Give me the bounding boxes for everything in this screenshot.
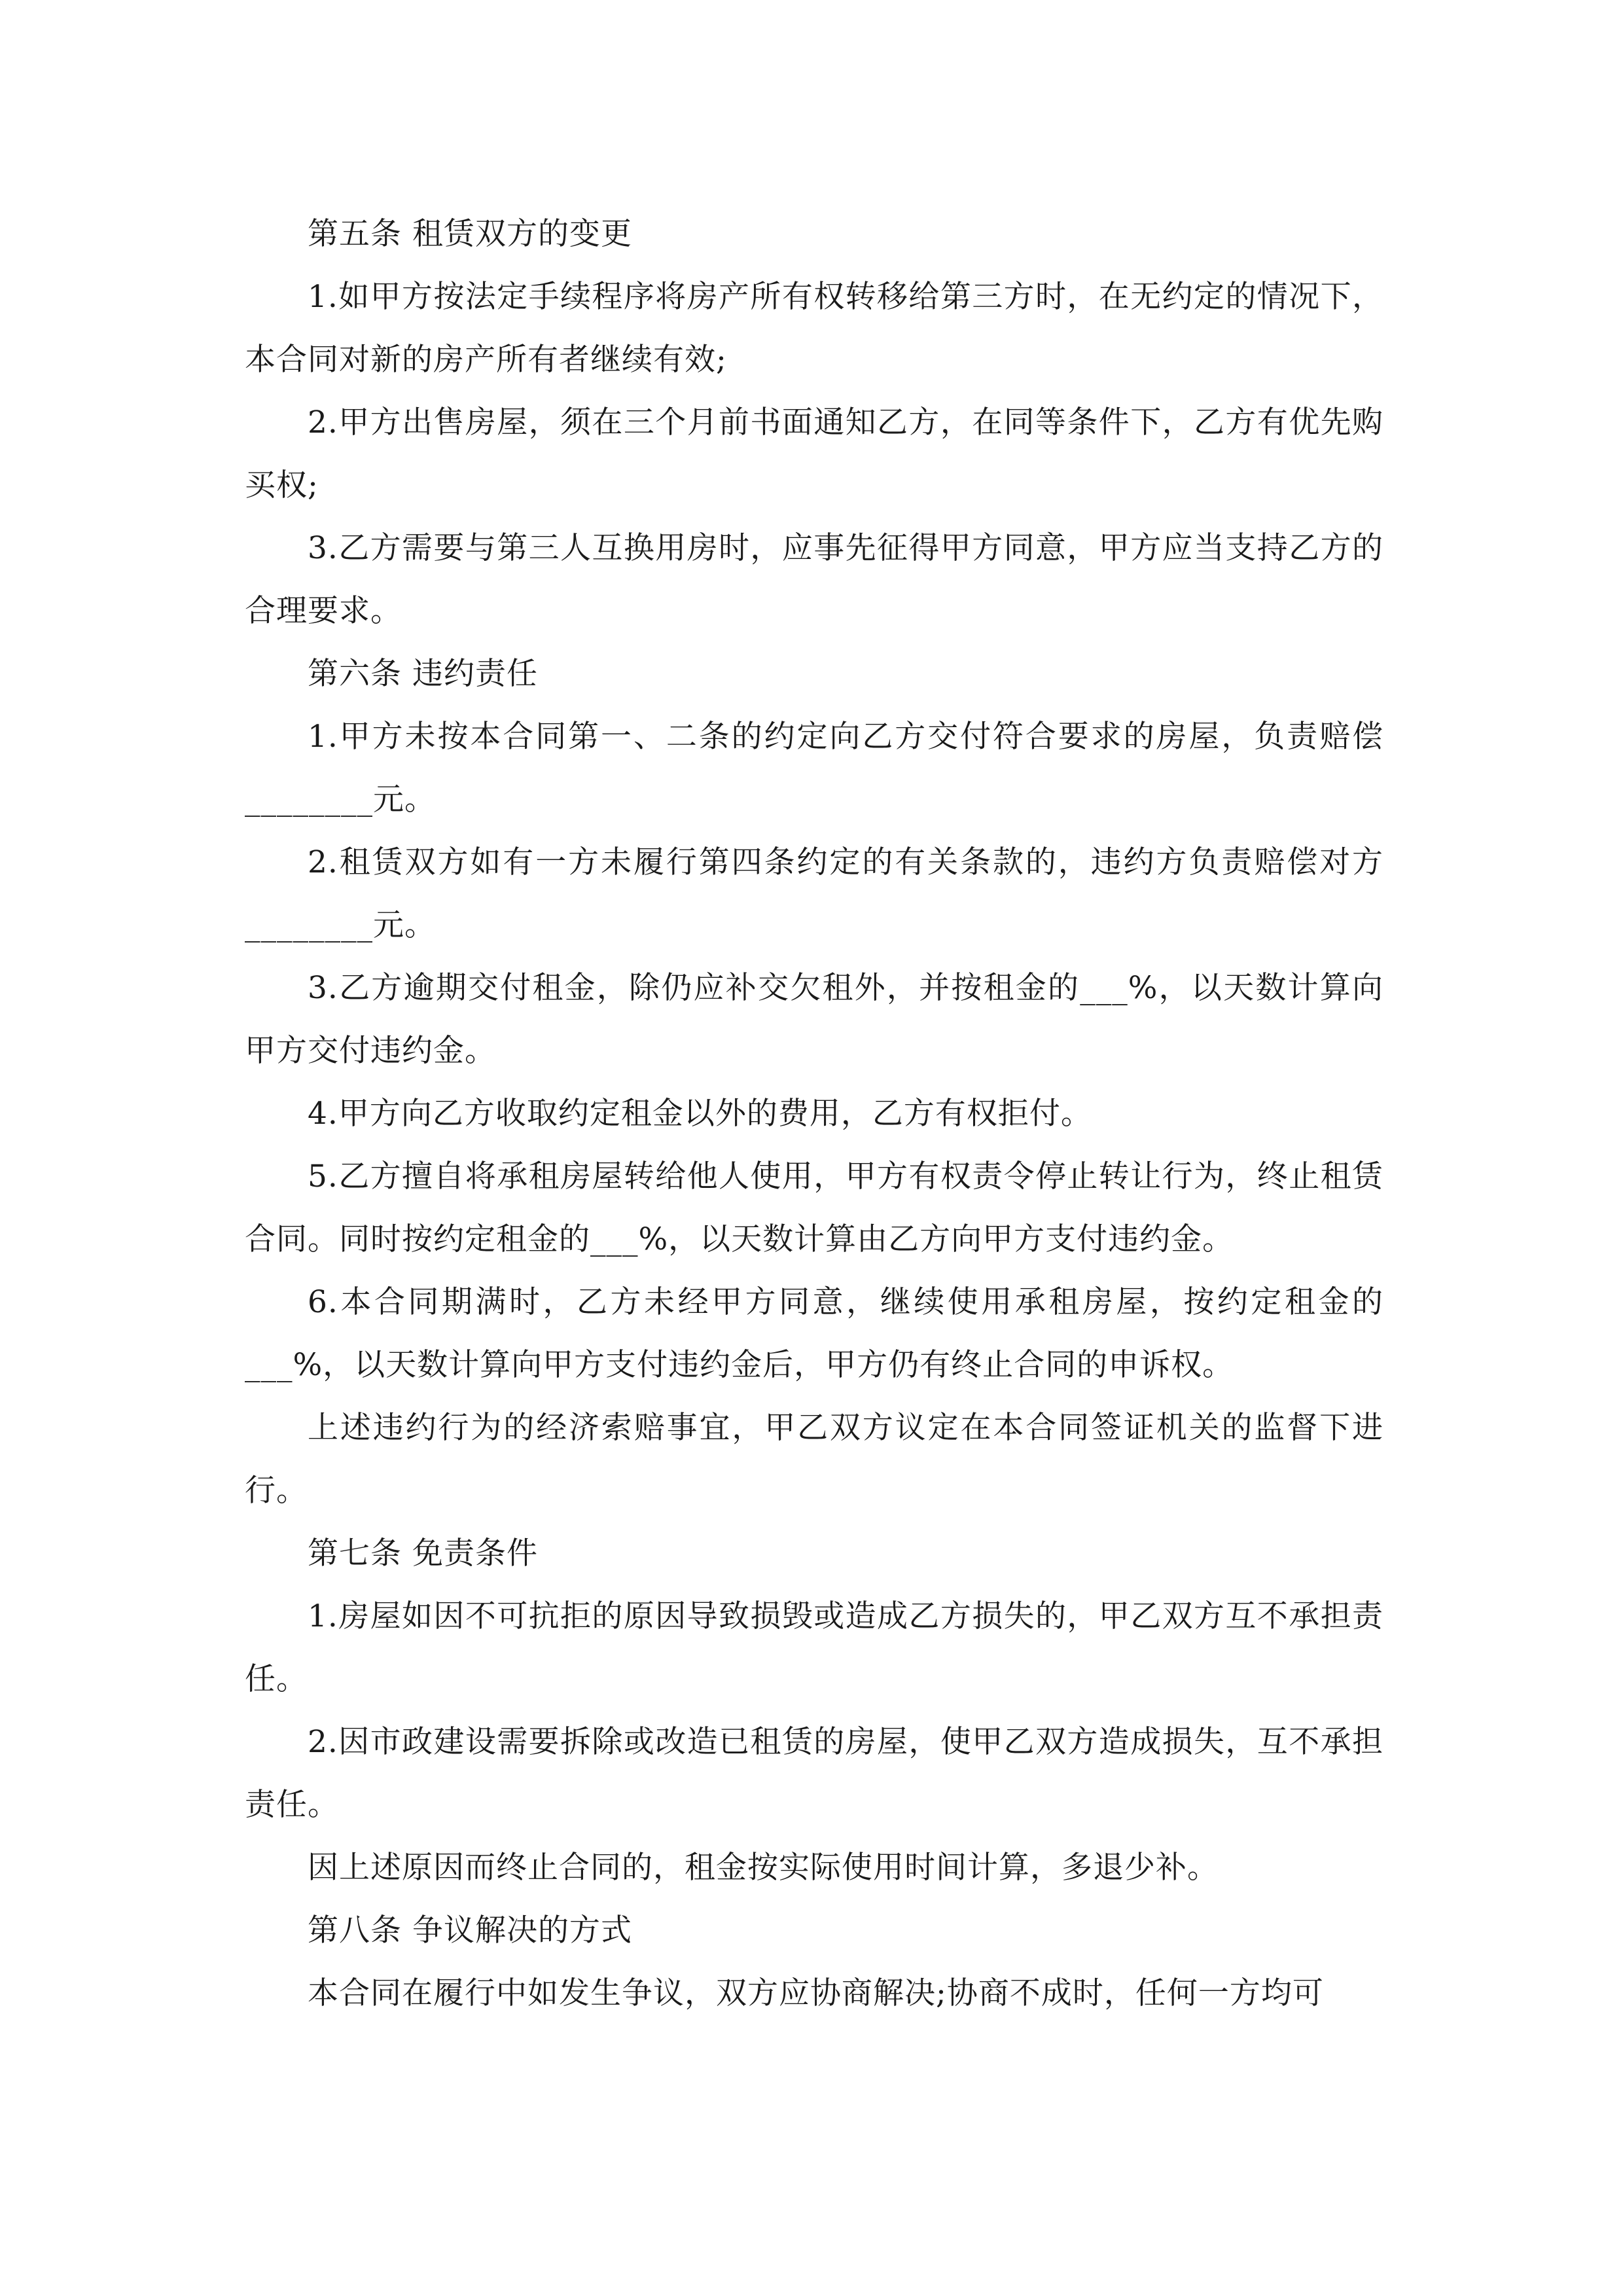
article-8-heading: 第八条 争议解决的方式 <box>308 1912 632 1948</box>
article-5-clause-3: 3.乙方需要与第三人互换用房时，应事先征得甲方同意，甲方应当支持乙方的合理要求。 <box>245 530 1383 629</box>
article-7-note: 因上述原因而终止合同的，租金按实际使用时间计算，多退少补。 <box>308 1850 1219 1886</box>
article-6-heading: 第六条 违约责任 <box>308 656 538 692</box>
article-6-clause-3: 3.乙方逾期交付租金，除仍应补交欠租外，并按租金的___%，以天数计算向甲方交付违约金。 <box>245 970 1383 1069</box>
article-6-clause-6: 6.本合同期满时，乙方未经甲方同意，继续使用承租房屋，按约定租金的___%，以天数计算向甲方支付违约金后，甲方仍有终止合同的申诉权。 <box>245 1284 1383 1383</box>
article-6-clause-4: 4.甲方向乙方收取约定租金以外的费用，乙方有权拒付。 <box>308 1096 1092 1132</box>
article-8-body: 本合同在履行中如发生争议，双方应协商解决;协商不成时，任何一方均可 <box>308 1975 1324 2011</box>
article-5-clause-1: 1.如甲方按法定手续程序将房产所有权转移给第三方时，在无约定的情况下，本合同对新的房产所有者继续有效; <box>245 279 1383 378</box>
article-6-note: 上述违约行为的经济索赔事宜，甲乙双方议定在本合同签证机关的监督下进行。 <box>245 1410 1383 1509</box>
article-6-clause-2: 2.租赁双方如有一方未履行第四条约定的有关条款的，违约方负责赔偿对方________元。 <box>245 844 1383 943</box>
article-6-clause-1: 1.甲方未按本合同第一、二条的约定向乙方交付符合要求的房屋，负责赔偿________元。 <box>245 719 1383 817</box>
article-7-heading: 第七条 免责条件 <box>308 1535 538 1571</box>
article-7-clause-1: 1.房屋如因不可抗拒的原因导致损毁或造成乙方损失的，甲乙双方互不承担责任。 <box>245 1598 1383 1697</box>
document-body <box>245 203 1383 2025</box>
article-6-clause-5: 5.乙方擅自将承租房屋转给他人使用，甲方有权责令停止转让行为，终止租赁合同。同时按约定租金的___%，以天数计算由乙方向甲方支付违约金。 <box>245 1158 1383 1257</box>
article-5-clause-2: 2.甲方出售房屋，须在三个月前书面通知乙方，在同等条件下，乙方有优先购买权; <box>245 404 1383 503</box>
article-5-heading: 第五条 租赁双方的变更 <box>308 216 632 252</box>
article-7-clause-2: 2.因市政建设需要拆除或改造已租赁的房屋，使甲乙双方造成损失，互不承担责任。 <box>245 1724 1383 1823</box>
